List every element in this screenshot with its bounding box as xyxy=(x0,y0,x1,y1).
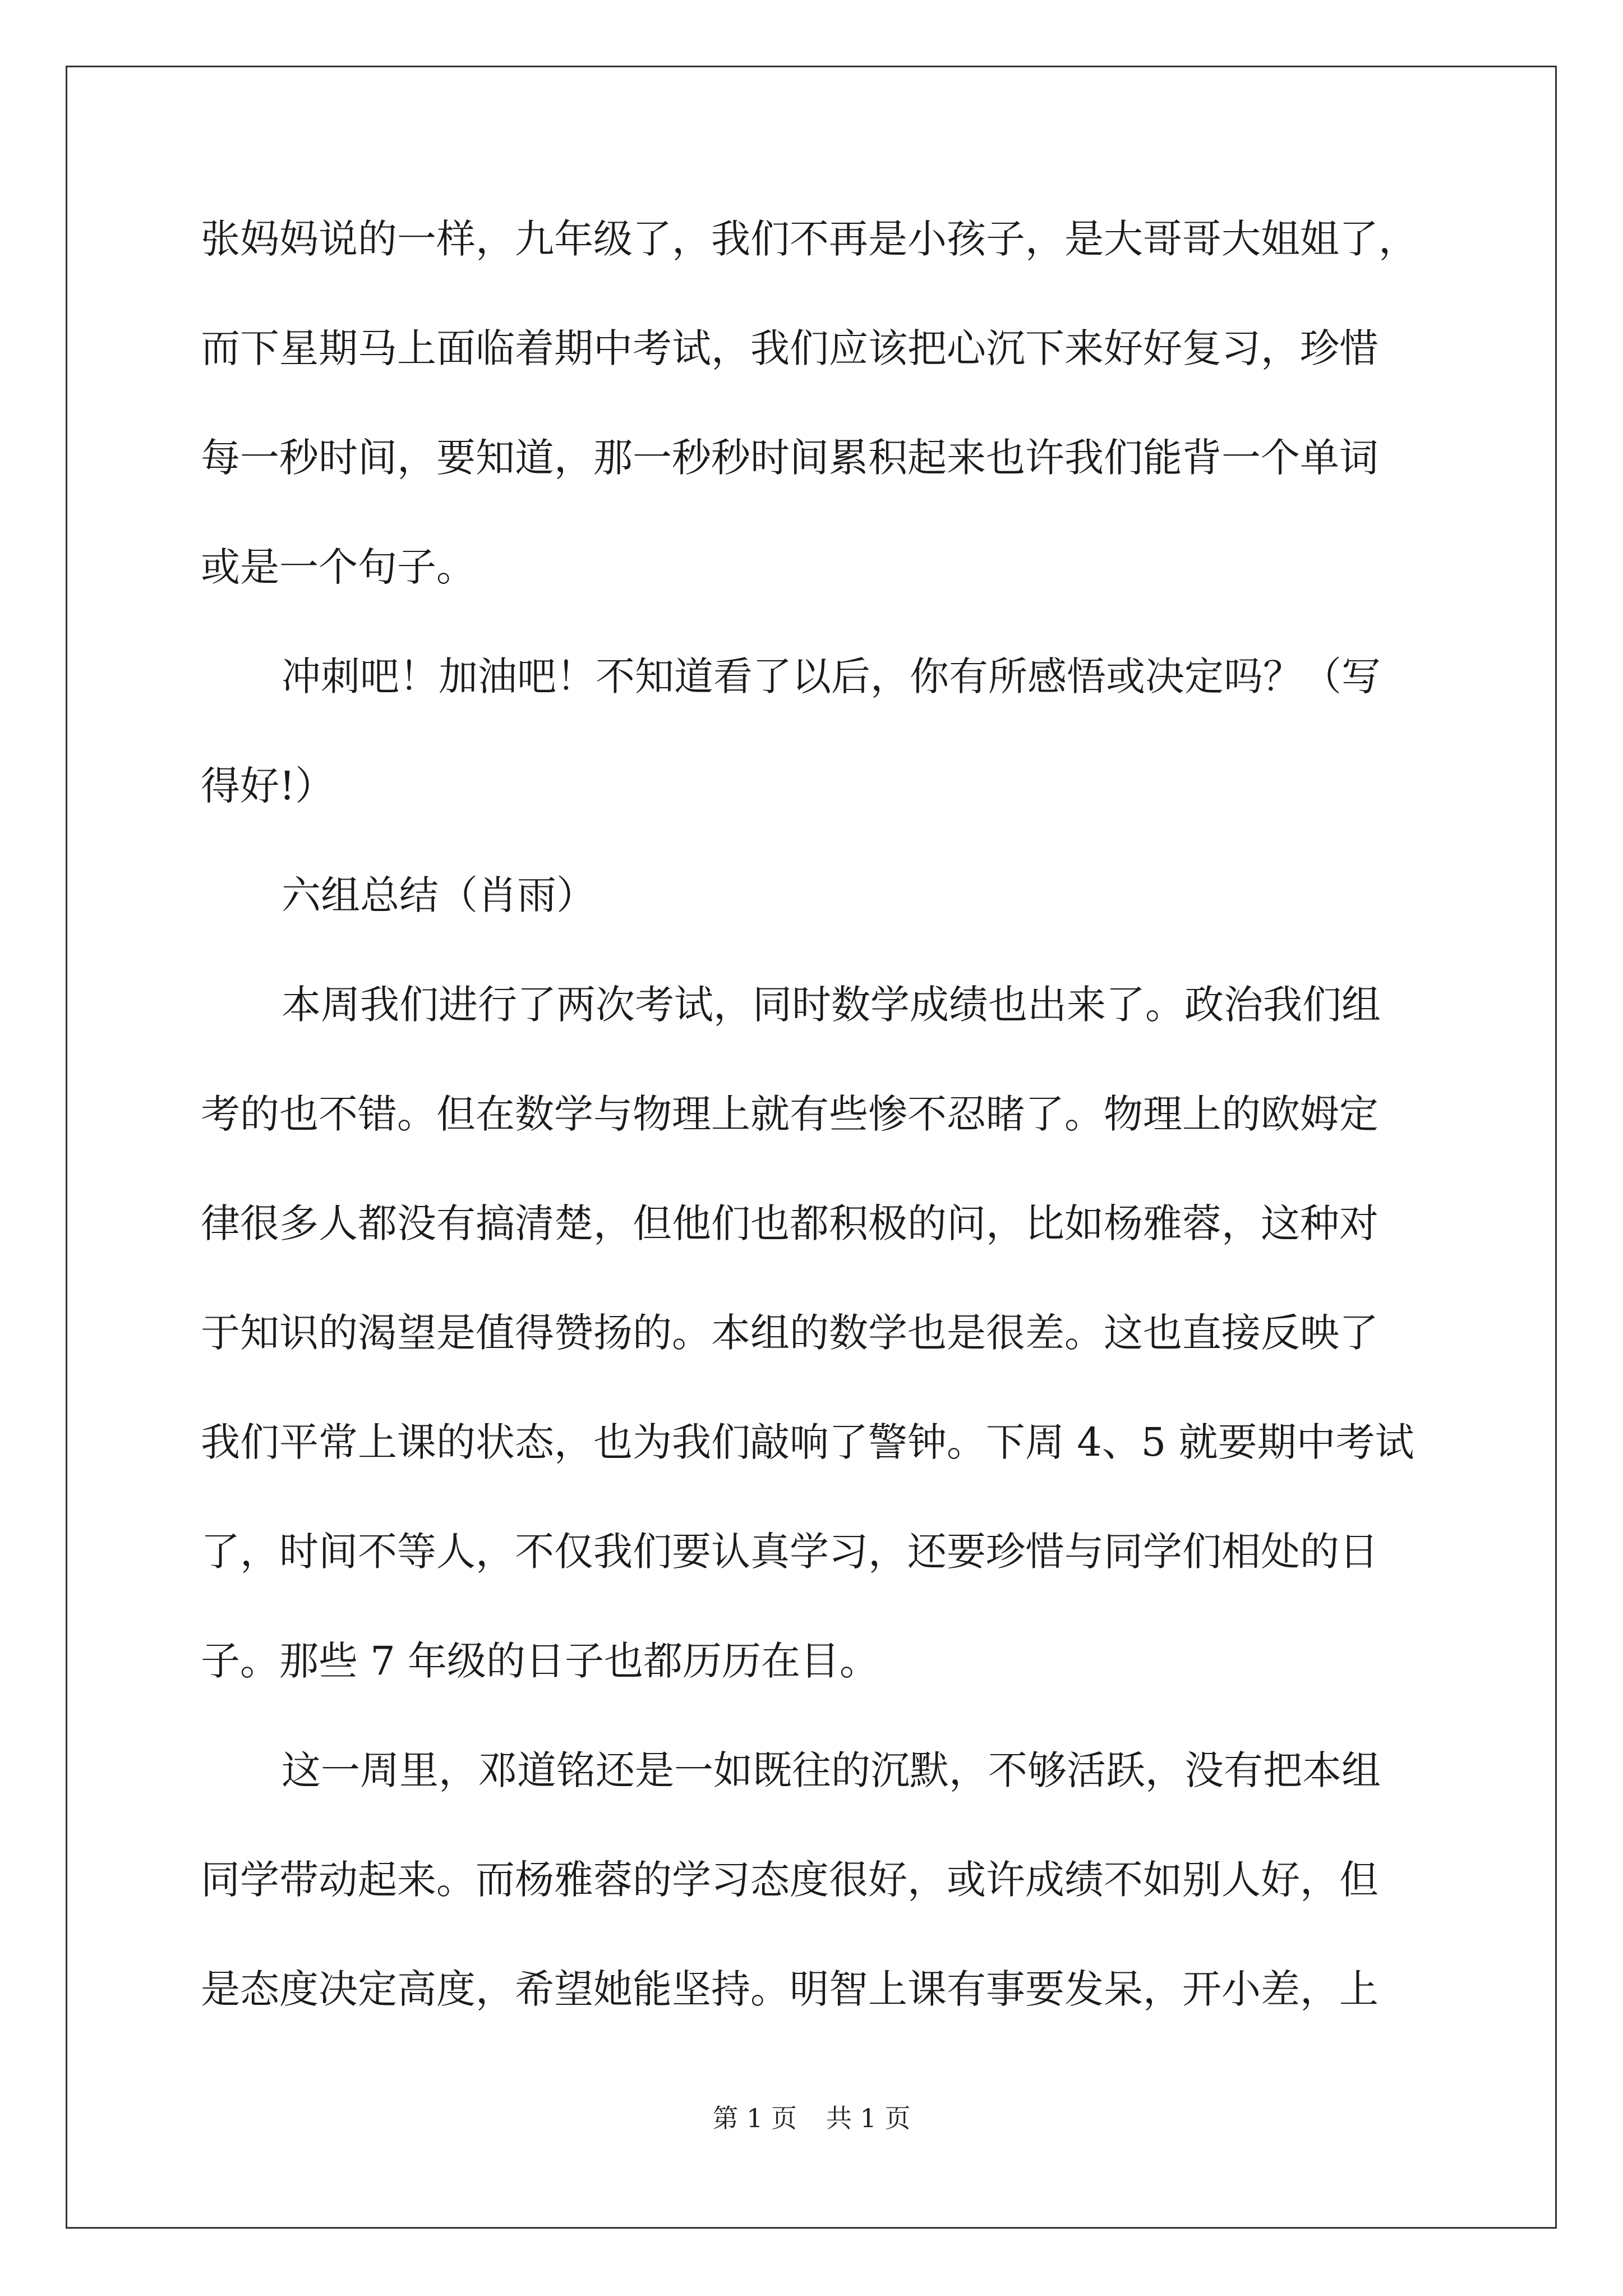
text-line: 而下星期马上面临着期中考试，我们应该把心沉下来好好复习，珍惜 xyxy=(201,325,1378,371)
text-line: 张妈妈说的一样，九年级了，我们不再是小孩子，是大哥哥大姐姐了， xyxy=(201,216,1418,262)
paragraph xyxy=(201,977,1435,1689)
text-line: 每一秒时间，要知道，那一秒秒时间累积起来也许我们能背一个单词 xyxy=(201,435,1378,481)
text-line: 子。那些 7 年级的日子也都历历在目。 xyxy=(201,1638,879,1684)
document-body xyxy=(201,211,1435,2070)
text-line: 得好!） xyxy=(201,763,335,809)
paragraph xyxy=(201,211,1435,595)
text-line: 考的也不错。但在数学与物理上就有些惨不忍睹了。物理上的欧姆定 xyxy=(201,1091,1378,1137)
text-line: 六组总结（肖雨） xyxy=(282,872,596,918)
text-line: 了，时间不等人，不仅我们要认真学习，还要珍惜与同学们相处的日 xyxy=(201,1529,1378,1575)
text-line: 律很多人都没有搞清楚，但他们也都积极的问，比如杨雅蓉，这种对 xyxy=(201,1200,1378,1246)
section-heading xyxy=(201,867,1435,923)
text-line: 这一周里，邓道铭还是一如既往的沉默，不够活跃，没有把本组 xyxy=(282,1747,1381,1793)
page-total: 共 1 页 xyxy=(826,2103,911,2133)
text-line: 同学带动起来。而杨雅蓉的学习态度很好，或许成绩不如别人好，但 xyxy=(201,1857,1378,1903)
paragraph xyxy=(201,648,1435,814)
page-footer xyxy=(0,2101,1623,2135)
text-line: 或是一个句子。 xyxy=(201,544,476,590)
text-line: 本周我们进行了两次考试，同时数学成绩也出来了。政治我们组 xyxy=(282,982,1381,1028)
page-number: 第 1 页 xyxy=(712,2103,797,2133)
text-line: 是态度决定高度，希望她能坚持。明智上课有事要发呆，开小差，上 xyxy=(201,1966,1378,2012)
paragraph xyxy=(201,1742,1435,2017)
text-line: 于知识的渴望是值得赞扬的。本组的数学也是很差。这也直接反映了 xyxy=(201,1310,1378,1356)
text-line: 冲刺吧！加油吧！不知道看了以后，你有所感悟或决定吗？（写 xyxy=(282,654,1381,700)
text-line: 我们平常上课的状态，也为我们敲响了警钟。下周 4、5 就要期中考试 xyxy=(201,1419,1414,1465)
